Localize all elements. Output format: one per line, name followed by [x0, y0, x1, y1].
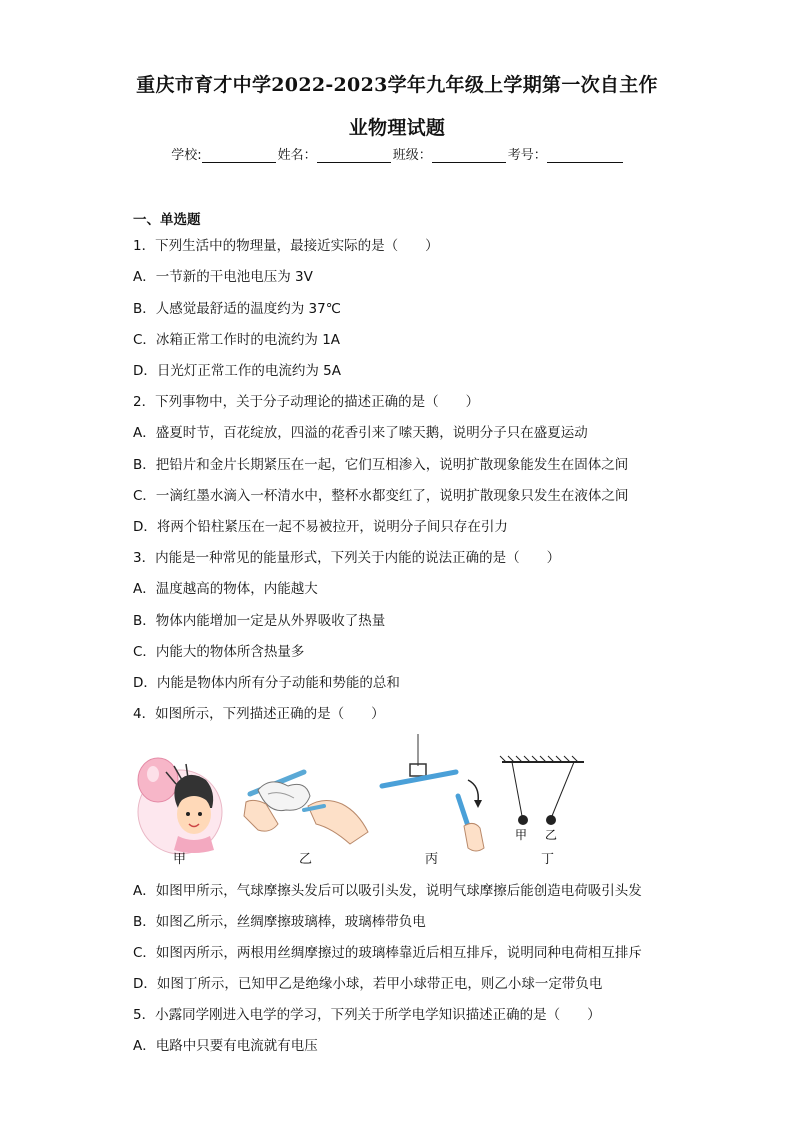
question-2-option-b: B．把铅片和金片长期紧压在一起，它们互相渗入，说明扩散现象能发生在固体之间 [133, 457, 629, 473]
rod-silk-illustration [244, 772, 368, 844]
question-1-option-d: D．日光灯正常工作的电流约为 5A [133, 363, 342, 379]
question-2-stem: 2．下列事物中，关于分子动理论的描述正确的是（ ） [133, 394, 480, 410]
question-2-option-d: D．将两个铅柱紧压在一起不易被拉开，说明分子间只存在引力 [133, 519, 508, 535]
question-5-stem: 5．小露同学刚进入电学的学习，下列关于所学电学知识描述正确的是（ ） [133, 1007, 601, 1023]
figure-caption-yi: 乙 [299, 852, 313, 867]
balloon-girl-illustration [138, 758, 222, 854]
class-field[interactable]: 班级： [393, 144, 506, 163]
student-info-row [0, 144, 794, 163]
name-field[interactable]: 姓名： [278, 144, 391, 163]
question-3-option-b: B．物体内能增加一定是从外界吸收了热量 [133, 613, 386, 629]
question-1-option-c: C．冰箱正常工作时的电流约为 1A [133, 332, 341, 348]
question-3-stem: 3．内能是一种常见的能量形式，下列关于内能的说法正确的是（ ） [133, 550, 561, 566]
suspended-rods-illustration [382, 734, 484, 851]
paper-title-line1: 重庆市育才中学2022-2023学年九年级上学期第一次自主作 [136, 74, 658, 96]
question-1-option-a: A．一节新的干电池电压为 3V [133, 269, 313, 285]
question-3-option-d: D．内能是物体内所有分子动能和势能的总和 [133, 675, 400, 691]
ball-label-jia: 甲 [515, 828, 528, 842]
question-3-option-c: C．内能大的物体所含热量多 [133, 644, 305, 660]
question-4-option-b: B．如图乙所示，丝绸摩擦玻璃棒，玻璃棒带负电 [133, 914, 426, 930]
question-2-option-a: A．盛夏时节，百花绽放，四溢的花香引来了嗦天鹅，说明分子只在盛夏运动 [133, 425, 588, 441]
question-1-stem: 1．下列生活中的物理量，最接近实际的是（ ） [133, 238, 439, 254]
question-5-option-a: A．电路中只要有电流就有电压 [133, 1038, 318, 1054]
exam-number-field[interactable]: 考号： [508, 144, 623, 163]
question-3-option-a: A．温度越高的物体，内能越大 [133, 581, 318, 597]
section-title: 一、单选题 [133, 212, 201, 228]
ball-label-yi: 乙 [545, 828, 558, 842]
question-1-option-b: B．人感觉最舒适的温度约为 37℃ [133, 301, 341, 317]
pith-balls-illustration [500, 756, 584, 825]
question-2-option-c: C．一滴红墨水滴入一杯清水中，整杯水都变红了，说明扩散现象只发生在液体之间 [133, 488, 629, 504]
figure-caption-bing: 丙 [425, 852, 439, 867]
figure-caption-ding: 丁 [541, 852, 555, 867]
question-4-option-a: A．如图甲所示，气球摩擦头发后可以吸引头发，说明气球摩擦后能创造电荷吸引头发 [133, 883, 642, 899]
question-4-stem: 4．如图所示，下列描述正确的是（ ） [133, 706, 385, 722]
school-field[interactable]: 学校: [171, 144, 275, 163]
paper-title-line2: 业物理试题 [348, 117, 446, 139]
question-4-option-d: D．如图丁所示，已知甲乙是绝缘小球，若甲小球带正电，则乙小球一定带负电 [133, 976, 603, 992]
question-4-option-c: C．如图丙所示，两根用丝绸摩擦过的玻璃棒靠近后相互排斥，说明同种电荷相互排斥 [133, 945, 642, 961]
question-4-figure [128, 732, 668, 872]
figure-caption-jia: 甲 [173, 852, 187, 867]
